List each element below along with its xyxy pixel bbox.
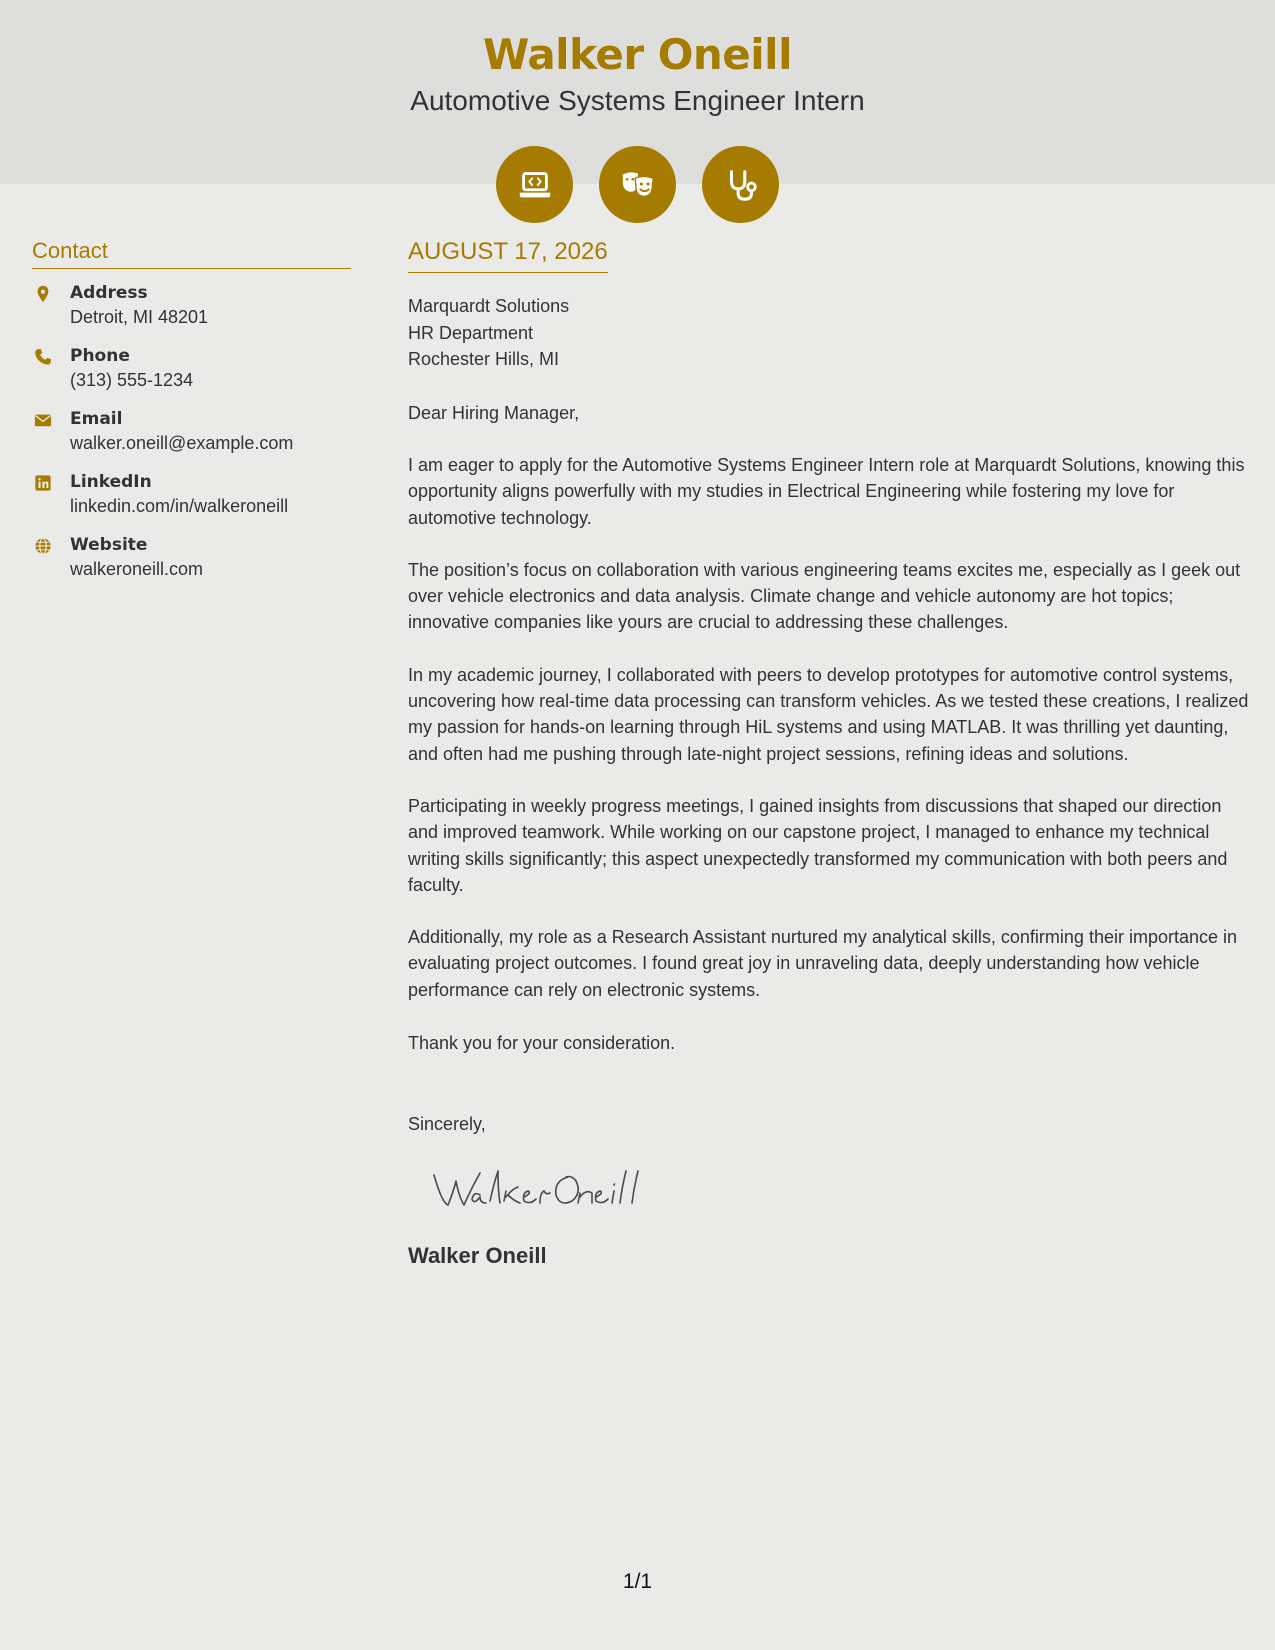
paragraph: The position’s focus on collaboration with various engineering teams excites me, especially as I geek out over vehicle electronics and data analysis. Climate change and vehicle autonomy are hot topics; innovative companies like yours are crucial to addressing these challenges. — [408, 559, 1241, 633]
contact-heading: Contact — [32, 238, 351, 269]
phone-icon — [34, 348, 52, 366]
paragraph: Additionally, my role as a Research Assistant nurtured my analytical skills, confirming their importance in evaluating project outcomes. I found great joy in unraveling data, deeply understanding how vehicle performance can rely on electronic systems. — [408, 927, 1238, 1000]
contact-linkedin — [32, 470, 351, 533]
stethoscope-icon — [702, 146, 779, 223]
website-value[interactable]: walkeroneill.com — [70, 559, 204, 579]
envelope-icon — [34, 411, 52, 429]
paragraph: In my academic journey, I collaborated with peers to develop prototypes for automotive control systems, uncovering how real-time data processing can transform vehicles. As we tested these creations, I realized my passion for hands-on learning through HiL systems and using MATLAB. It was thrilling yet daunting, and often had me pushing through late-night project sessions, refining ideas and solutions. — [408, 664, 1249, 764]
contact-website — [32, 533, 351, 596]
recipient-department: HR Department — [408, 322, 534, 343]
interest-icons — [0, 146, 1275, 223]
job-title: Automotive Systems Engineer Intern — [410, 85, 865, 116]
email-label: Email — [70, 409, 123, 429]
contact-address — [32, 281, 351, 344]
paragraph: I am eager to apply for the Automotive Systems Engineer Intern role at Marquardt Solutions, knowing this opportunity aligns powerfully with my studies in Electrical Engineering while fostering my love for automotive technology. — [408, 455, 1245, 528]
linkedin-label: LinkedIn — [70, 472, 152, 492]
map-pin-icon — [34, 285, 52, 303]
recipient-block — [408, 293, 1253, 373]
contact-email — [32, 407, 351, 470]
signoff: Sincerely, — [408, 1113, 486, 1134]
applicant-name: Walker Oneill — [483, 30, 792, 79]
closing-line: Thank you for your consideration. — [408, 1033, 676, 1054]
address-label: Address — [70, 283, 148, 303]
handwritten-signature — [428, 1163, 658, 1218]
email-value[interactable]: walker.oneill@example.com — [70, 433, 294, 453]
theater-masks-icon — [599, 146, 676, 223]
page-number: 1/1 — [622, 1570, 653, 1593]
recipient-company: Marquardt Solutions — [408, 296, 570, 316]
signer-name: Walker Oneill — [408, 1243, 547, 1269]
laptop-code-icon — [496, 146, 573, 223]
paragraph: Participating in weekly progress meetings, I gained insights from discussions that shaped our direction and improved teamwork. While working on our capstone project, I managed to enhance my technical writing skills significantly; this aspect unexpectedly transformed my communication with both peers and faculty. — [408, 795, 1228, 895]
recipient-location: Rochester Hills, MI — [408, 349, 560, 369]
contact-sidebar — [32, 238, 351, 596]
globe-icon — [34, 537, 52, 555]
phone-value: (313) 555-1234 — [70, 370, 194, 390]
contact-phone — [32, 344, 351, 407]
address-value: Detroit, MI 48201 — [70, 307, 209, 327]
linkedin-icon — [34, 474, 52, 492]
phone-label: Phone — [70, 346, 130, 366]
greeting: Dear Hiring Manager, — [408, 402, 580, 423]
letter-date: AUGUST 17, 2026 — [408, 238, 608, 273]
website-label: Website — [70, 535, 148, 555]
linkedin-value[interactable]: linkedin.com/in/walkeroneill — [70, 496, 289, 516]
letter-body — [408, 238, 1253, 1269]
